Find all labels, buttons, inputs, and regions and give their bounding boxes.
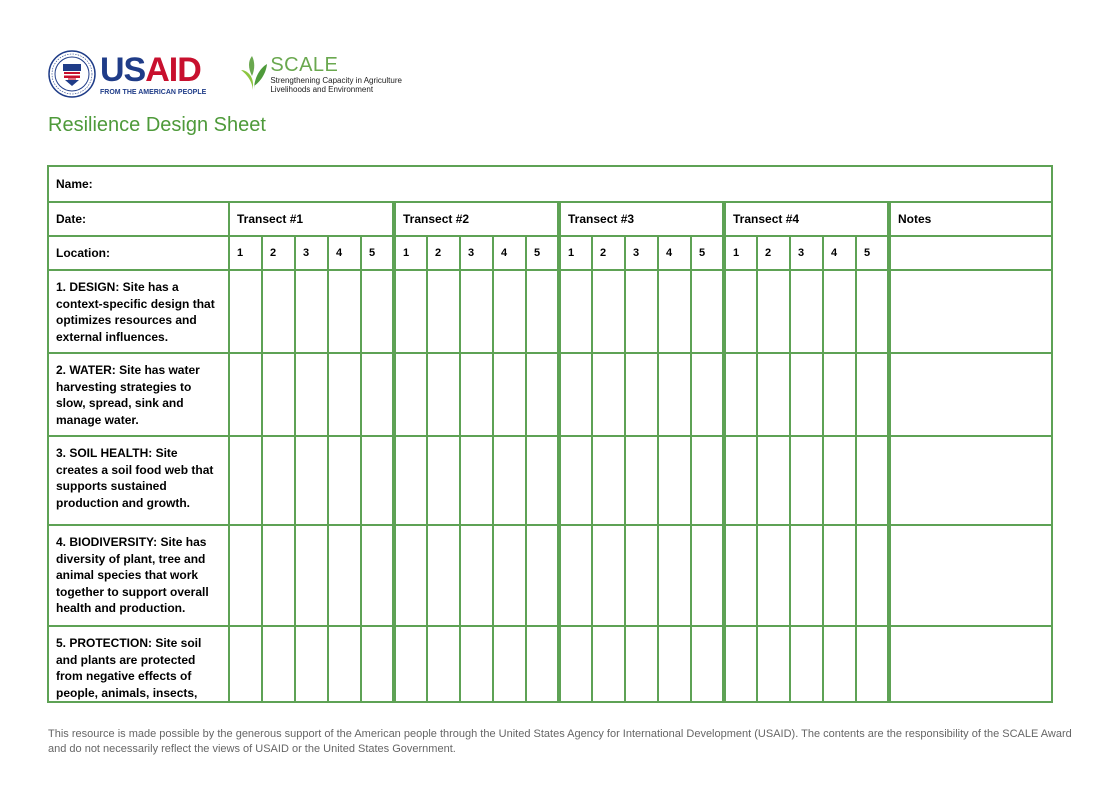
score-cell[interactable]: [592, 270, 625, 353]
score-cell[interactable]: [427, 436, 460, 525]
score-cell[interactable]: [790, 626, 823, 702]
name-label: Name:: [56, 177, 93, 191]
t2-point-2: 2: [427, 236, 460, 270]
score-cell[interactable]: [361, 626, 394, 702]
score-cell[interactable]: [757, 626, 790, 702]
transect-1-header: Transect #1: [229, 202, 394, 236]
location-notes-cell[interactable]: [889, 236, 1052, 270]
score-cell[interactable]: [856, 353, 889, 436]
score-cell[interactable]: [262, 525, 295, 626]
t3-point-2: 2: [592, 236, 625, 270]
score-cell[interactable]: [790, 436, 823, 525]
score-cell[interactable]: [229, 626, 262, 702]
score-cell[interactable]: [493, 353, 526, 436]
criterion-biodiversity: 4. BIODIVERSITY: Site has diversity of plant, tree and animal species that work together to support overall health and production.: [48, 525, 229, 626]
date-field[interactable]: [48, 202, 229, 236]
score-cell[interactable]: [295, 436, 328, 525]
score-cell[interactable]: [559, 525, 592, 626]
score-cell[interactable]: [592, 626, 625, 702]
score-cell[interactable]: [625, 626, 658, 702]
score-cell[interactable]: [724, 270, 757, 353]
score-cell[interactable]: [394, 436, 427, 525]
transect-3-header: Transect #3: [559, 202, 724, 236]
score-cell[interactable]: [361, 353, 394, 436]
name-row: [48, 166, 1052, 202]
criterion-soil-health: 3. SOIL HEALTH: Site creates a soil food web that supports sustained production and growth.: [48, 436, 229, 525]
name-field[interactable]: [48, 166, 1052, 202]
score-cell[interactable]: [361, 525, 394, 626]
score-cell[interactable]: [493, 270, 526, 353]
score-cell[interactable]: [691, 270, 724, 353]
score-cell[interactable]: [790, 270, 823, 353]
usaid-seal-icon: [48, 50, 96, 98]
score-cell[interactable]: [559, 353, 592, 436]
notes-cell[interactable]: [889, 353, 1052, 436]
score-cell[interactable]: [229, 270, 262, 353]
score-cell[interactable]: [856, 436, 889, 525]
scale-tagline-2: Livelihoods and Environment: [270, 85, 374, 94]
usaid-logo: [48, 50, 206, 98]
score-cell[interactable]: [427, 270, 460, 353]
score-cell[interactable]: [757, 270, 790, 353]
score-cell[interactable]: [658, 525, 691, 626]
score-cell[interactable]: [625, 436, 658, 525]
score-cell[interactable]: [856, 525, 889, 626]
criterion-row: [48, 353, 1052, 436]
criterion-row: [48, 525, 1052, 626]
score-cell[interactable]: [361, 270, 394, 353]
scale-logo: [240, 54, 402, 94]
location-row: [48, 236, 1052, 270]
location-label: Location:: [56, 246, 110, 260]
notes-cell[interactable]: [889, 626, 1052, 702]
score-cell[interactable]: [361, 436, 394, 525]
date-label: Date:: [56, 212, 87, 226]
score-cell[interactable]: [295, 353, 328, 436]
t4-point-4: 4: [823, 236, 856, 270]
score-cell[interactable]: [460, 525, 493, 626]
usaid-tagline: FROM THE AMERICAN PEOPLE: [100, 88, 207, 96]
score-cell[interactable]: [823, 353, 856, 436]
score-cell[interactable]: [328, 626, 361, 702]
score-cell[interactable]: [328, 436, 361, 525]
score-cell[interactable]: [691, 436, 724, 525]
score-cell[interactable]: [625, 270, 658, 353]
score-cell[interactable]: [823, 270, 856, 353]
score-cell[interactable]: [262, 270, 295, 353]
score-cell[interactable]: [262, 626, 295, 702]
score-cell[interactable]: [790, 353, 823, 436]
score-cell[interactable]: [328, 270, 361, 353]
notes-cell[interactable]: [889, 436, 1052, 525]
page-title: Resilience Design Sheet: [48, 114, 266, 136]
t3-point-1: 1: [559, 236, 592, 270]
t2-point-4: 4: [493, 236, 526, 270]
transect-2-header: Transect #2: [394, 202, 559, 236]
t1-point-4: 4: [328, 236, 361, 270]
score-cell[interactable]: [427, 525, 460, 626]
score-cell[interactable]: [328, 525, 361, 626]
score-cell[interactable]: [625, 525, 658, 626]
t2-point-5: 5: [526, 236, 559, 270]
score-cell[interactable]: [757, 353, 790, 436]
score-cell[interactable]: [394, 626, 427, 702]
score-cell[interactable]: [559, 626, 592, 702]
score-cell[interactable]: [823, 626, 856, 702]
score-cell[interactable]: [724, 436, 757, 525]
criterion-row: [48, 436, 1052, 525]
score-cell[interactable]: [394, 353, 427, 436]
score-cell[interactable]: [658, 353, 691, 436]
score-cell[interactable]: [592, 436, 625, 525]
criterion-protection: 5. PROTECTION: Site soil and plants are protected from negative effects of people, animals, insects,: [48, 626, 229, 702]
score-cell[interactable]: [757, 525, 790, 626]
score-cell[interactable]: [559, 270, 592, 353]
t4-point-5: 5: [856, 236, 889, 270]
score-cell[interactable]: [823, 436, 856, 525]
t3-point-5: 5: [691, 236, 724, 270]
score-cell[interactable]: [592, 353, 625, 436]
score-cell[interactable]: [460, 436, 493, 525]
criterion-row: [48, 626, 1052, 702]
score-cell[interactable]: [691, 626, 724, 702]
t1-point-2: 2: [262, 236, 295, 270]
score-cell[interactable]: [856, 270, 889, 353]
score-cell[interactable]: [526, 525, 559, 626]
scale-tagline-1: Strengthening Capacity in Agriculture: [270, 76, 402, 85]
score-cell[interactable]: [724, 525, 757, 626]
score-cell[interactable]: [493, 436, 526, 525]
score-cell[interactable]: [790, 525, 823, 626]
score-cell[interactable]: [724, 626, 757, 702]
usaid-us-text: US: [100, 50, 146, 89]
criterion-design: 1. DESIGN: Site has a context-specific design that optimizes resources and external influences.: [48, 270, 229, 353]
score-cell[interactable]: [526, 270, 559, 353]
score-cell[interactable]: [691, 353, 724, 436]
resilience-design-table: [47, 165, 1053, 703]
funding-disclaimer: This resource is made possible by the generous support of the American people through the United States Agency for International Development (USAID). The contents are the responsibility of the SCALE Award and do not necessarily reflect the views of USAID or the United States Government.: [48, 728, 1072, 755]
criterion-water: 2. WATER: Site has water harvesting strategies to slow, spread, sink and manage water.: [48, 353, 229, 436]
score-cell[interactable]: [328, 353, 361, 436]
notes-cell[interactable]: [889, 525, 1052, 626]
score-cell[interactable]: [427, 626, 460, 702]
score-cell[interactable]: [526, 626, 559, 702]
usaid-aid-text: AID: [145, 50, 201, 89]
score-cell[interactable]: [526, 353, 559, 436]
score-cell[interactable]: [724, 353, 757, 436]
score-cell[interactable]: [658, 270, 691, 353]
score-cell[interactable]: [460, 270, 493, 353]
t4-point-2: 2: [757, 236, 790, 270]
score-cell[interactable]: [295, 270, 328, 353]
score-cell[interactable]: [262, 436, 295, 525]
score-cell[interactable]: [394, 525, 427, 626]
notes-header: Notes: [889, 202, 1052, 236]
score-cell[interactable]: [262, 353, 295, 436]
score-cell[interactable]: [493, 525, 526, 626]
score-cell[interactable]: [427, 353, 460, 436]
score-cell[interactable]: [658, 436, 691, 525]
t1-point-5: 5: [361, 236, 394, 270]
score-cell[interactable]: [526, 436, 559, 525]
score-cell[interactable]: [295, 525, 328, 626]
score-cell[interactable]: [658, 626, 691, 702]
score-cell[interactable]: [460, 626, 493, 702]
t3-point-4: 4: [658, 236, 691, 270]
notes-cell[interactable]: [889, 270, 1052, 353]
transect-4-header: Transect #4: [724, 202, 889, 236]
header-logos: [48, 48, 402, 100]
score-cell[interactable]: [559, 436, 592, 525]
leaf-icon: [240, 54, 268, 92]
criterion-row: [48, 270, 1052, 353]
t1-point-3: 3: [295, 236, 328, 270]
scale-name: SCALE: [270, 54, 339, 76]
t1-point-1: 1: [229, 236, 262, 270]
score-cell[interactable]: [460, 353, 493, 436]
t4-point-3: 3: [790, 236, 823, 270]
score-cell[interactable]: [856, 626, 889, 702]
score-cell[interactable]: [295, 626, 328, 702]
t2-point-1: 1: [394, 236, 427, 270]
t3-point-3: 3: [625, 236, 658, 270]
score-cell[interactable]: [691, 525, 724, 626]
score-cell[interactable]: [394, 270, 427, 353]
score-cell[interactable]: [625, 353, 658, 436]
t4-point-1: 1: [724, 236, 757, 270]
score-cell[interactable]: [823, 525, 856, 626]
score-cell[interactable]: [229, 353, 262, 436]
t2-point-3: 3: [460, 236, 493, 270]
score-cell[interactable]: [493, 626, 526, 702]
date-row: [48, 202, 1052, 236]
score-cell[interactable]: [229, 525, 262, 626]
score-cell[interactable]: [592, 525, 625, 626]
score-cell[interactable]: [757, 436, 790, 525]
location-field[interactable]: [48, 236, 229, 270]
score-cell[interactable]: [229, 436, 262, 525]
